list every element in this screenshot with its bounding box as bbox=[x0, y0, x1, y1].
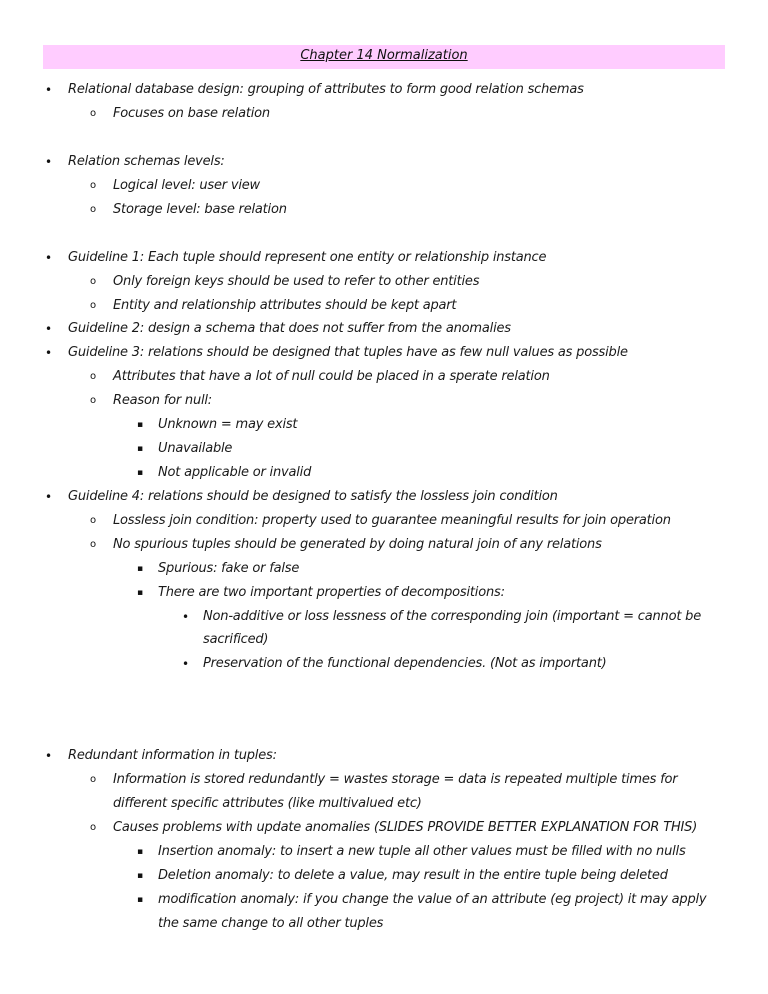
list-item-text: Not applicable or invalid bbox=[158, 465, 312, 480]
list-item-text: Spurious: fake or false bbox=[158, 561, 300, 576]
list-item-text: Storage level: base relation bbox=[113, 202, 287, 217]
list-item-text: Unknown = may exist bbox=[158, 417, 298, 432]
list-item-text: Guideline 3: relations should be designed that tuples have as few null values as possible bbox=[68, 345, 628, 360]
bullet-icon: o bbox=[90, 774, 97, 785]
bullet-icon: • bbox=[45, 155, 53, 169]
bullet-icon: • bbox=[45, 83, 53, 97]
bullet-icon: ▪ bbox=[137, 588, 144, 598]
bullet-icon: o bbox=[90, 108, 97, 119]
bullet-icon: • bbox=[45, 251, 53, 265]
list-item-text: Preservation of the functional dependencies. (Not as important) bbox=[203, 656, 607, 671]
list-item-text: sacrificed) bbox=[203, 632, 269, 647]
list-item-text: Guideline 2: design a schema that does not suffer from the anomalies bbox=[68, 321, 511, 336]
bullet-icon: • bbox=[45, 322, 53, 336]
bullet-icon: o bbox=[90, 276, 97, 287]
bullet-icon: o bbox=[90, 371, 97, 382]
list-item-text: different specific attributes (like multivalued etc) bbox=[113, 796, 422, 811]
bullet-icon: o bbox=[90, 180, 97, 191]
bullet-icon: • bbox=[45, 749, 53, 763]
bullet-icon: • bbox=[182, 610, 190, 624]
bullet-icon: • bbox=[182, 657, 190, 671]
bullet-icon: ▪ bbox=[137, 895, 144, 905]
list-item-text: Lossless join condition: property used to guarantee meaningful results for join operation bbox=[113, 513, 671, 528]
list-item-text: Reason for null: bbox=[113, 393, 212, 408]
bullet-icon: ▪ bbox=[137, 468, 144, 478]
bullet-icon: o bbox=[90, 515, 97, 526]
list-item-text: Non-additive or loss lessness of the corresponding join (important = cannot be bbox=[203, 609, 702, 624]
list-item-text: Guideline 4: relations should be designed to satisfy the lossless join condition bbox=[68, 489, 558, 504]
chapter-title: Chapter 14 Normalization bbox=[300, 48, 468, 63]
list-item-text: Entity and relationship attributes should be kept apart bbox=[113, 298, 457, 313]
list-item-text: Focuses on base relation bbox=[113, 106, 270, 121]
list-item-text: Information is stored redundantly = wastes storage = data is repeated multiple times for bbox=[113, 772, 678, 787]
bullet-icon: ▪ bbox=[137, 444, 144, 454]
list-item-text: modification anomaly: if you change the value of an attribute (eg project) it may apply bbox=[158, 892, 707, 907]
list-item-text: No spurious tuples should be generated by doing natural join of any relations bbox=[113, 537, 602, 552]
list-item-text: Attributes that have a lot of null could be placed in a sperate relation bbox=[113, 369, 550, 384]
bullet-icon: ▪ bbox=[137, 420, 144, 430]
bullet-icon: ▪ bbox=[137, 564, 144, 574]
list-item-text: the same change to all other tuples bbox=[158, 916, 384, 931]
bullet-icon: o bbox=[90, 204, 97, 215]
bullet-icon: ▪ bbox=[137, 871, 144, 881]
list-item-text: Insertion anomaly: to insert a new tuple all other values must be filled with no nulls bbox=[158, 844, 686, 859]
list-item-text: Redundant information in tuples: bbox=[68, 748, 277, 763]
list-item-text: Only foreign keys should be used to refer to other entities bbox=[113, 274, 480, 289]
bullet-icon: • bbox=[45, 490, 53, 504]
list-item-text: Causes problems with update anomalies (SLIDES PROVIDE BETTER EXPLANATION FOR THIS) bbox=[113, 820, 698, 835]
list-item-text: Relation schemas levels: bbox=[68, 154, 225, 169]
bullet-icon: o bbox=[90, 395, 97, 406]
chapter-title-band bbox=[43, 45, 725, 69]
list-item-text: Unavailable bbox=[158, 441, 233, 456]
list-item-text: Relational database design: grouping of attributes to form good relation schemas bbox=[68, 82, 584, 97]
bullet-icon: ▪ bbox=[137, 847, 144, 857]
bullet-icon: o bbox=[90, 300, 97, 311]
bullet-icon: • bbox=[45, 346, 53, 360]
bullet-icon: o bbox=[90, 539, 97, 550]
bullet-icon: o bbox=[90, 822, 97, 833]
list-item-text: Deletion anomaly: to delete a value, may result in the entire tuple being deleted bbox=[158, 868, 668, 883]
list-item-text: There are two important properties of decompositions: bbox=[158, 585, 505, 600]
list-item-text: Guideline 1: Each tuple should represent one entity or relationship instance bbox=[68, 250, 547, 265]
list-item-text: Logical level: user view bbox=[113, 178, 260, 193]
